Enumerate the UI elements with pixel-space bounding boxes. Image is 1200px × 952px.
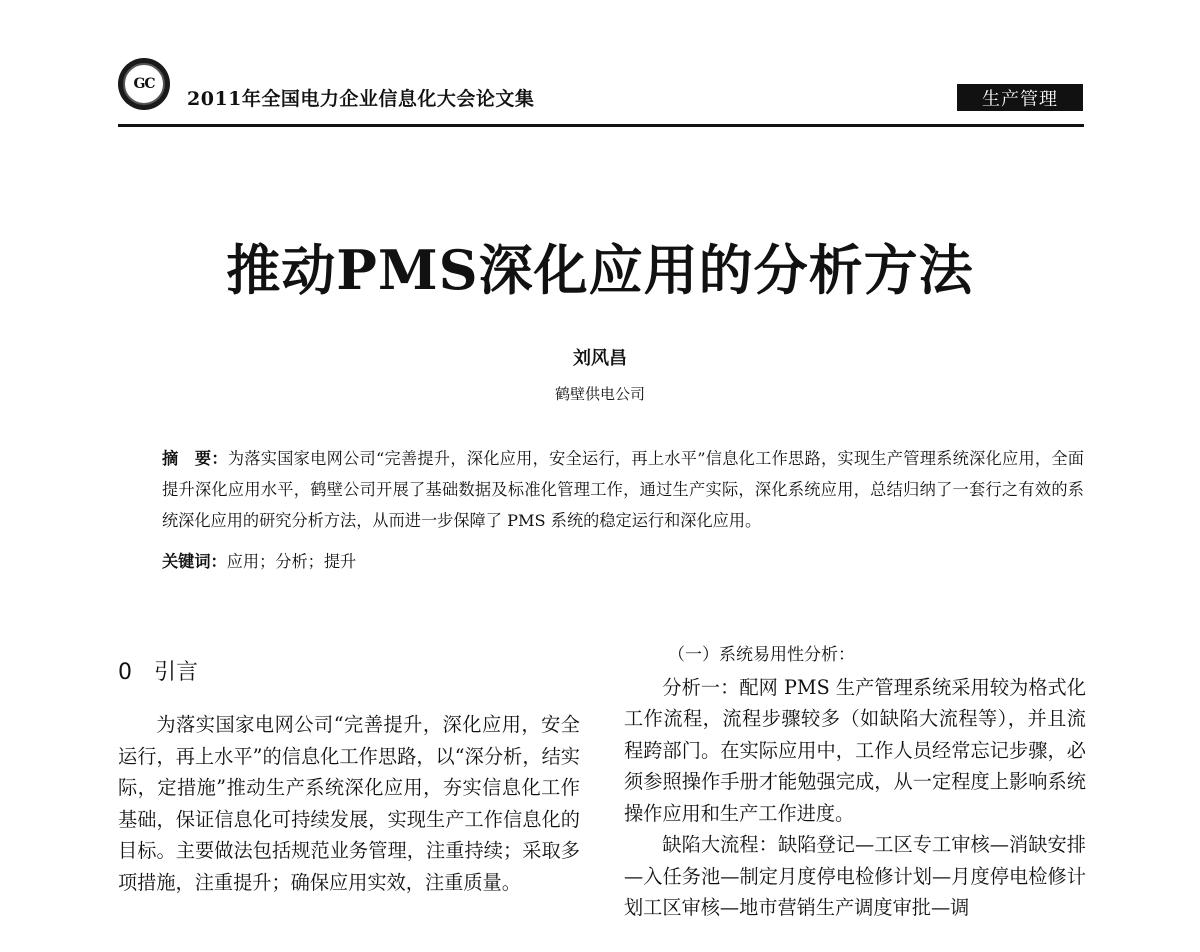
logo-emblem: GC (123, 63, 165, 105)
author-name: 刘风昌 (573, 348, 627, 369)
paper-title: 推动PMS深化应用的分析方法 (226, 238, 974, 302)
section-heading-introduction: 0 引言 (118, 660, 198, 685)
analysis-paragraph-1: 分析一：配网 PMS 生产管理系统采用较为格式化工作流程，流程步骤较多（如缺陷大流程等），并且流程跨部门。在实际应用中，工作人员经常忘记步骤，必须参照操作手册才能勉强完成，从一定程度上影响系统操作应用和生产工作进度。 (624, 675, 1086, 825)
right-column (624, 640, 1086, 924)
keywords-text: 应用；分析；提升 (226, 552, 357, 571)
subsection-heading-usability: （一）系统易用性分析： (668, 645, 855, 665)
abstract-label: 摘 要： (162, 449, 228, 468)
introduction-paragraph: 为落实国家电网公司“完善提升，深化应用，安全运行，再上水平”的信息化工作思路，以“深分析，结实际，定措施”推动生产系统深化应用，夯实信息化工作基础，保证信息化可持续发展，实现生产工作信息化的目标。主要做法包括规范业务管理，注重持续；采取多项措施，注重提升；确保应用实效，注重质量。 (118, 713, 580, 894)
abstract (162, 443, 1084, 536)
defect-process-paragraph: 缺陷大流程：缺陷登记—工区专工审核—消缺安排—入任务池—制定月度停电检修计划—月度停电检修计划工区审核—地市营销生产调度审批—调 (624, 833, 1086, 919)
author-affiliation: 鹤壁供电公司 (554, 385, 645, 403)
keywords-label: 关键词： (162, 552, 227, 571)
conference-logo (118, 58, 170, 110)
header-divider (118, 124, 1084, 127)
abstract-text: 为落实国家电网公司“完善提升，深化应用，安全运行，再上水平”信息化工作思路，实现生产管理系统深化应用，全面提升深化应用水平，鹤壁公司开展了基础数据及标准化管理工作，通过生产实际，深化系统应用，总结归纳了一套行之有效的系统深化应用的研究分析方法，从而进一步保障了 PMS 系统的稳定运行和深化应用。 (162, 449, 1084, 530)
keywords (162, 546, 1084, 577)
left-column (118, 655, 580, 898)
series-title: 2011年全国电力企业信息化大会论文集 (187, 88, 535, 110)
section-tag: 生产管理 (957, 84, 1083, 111)
